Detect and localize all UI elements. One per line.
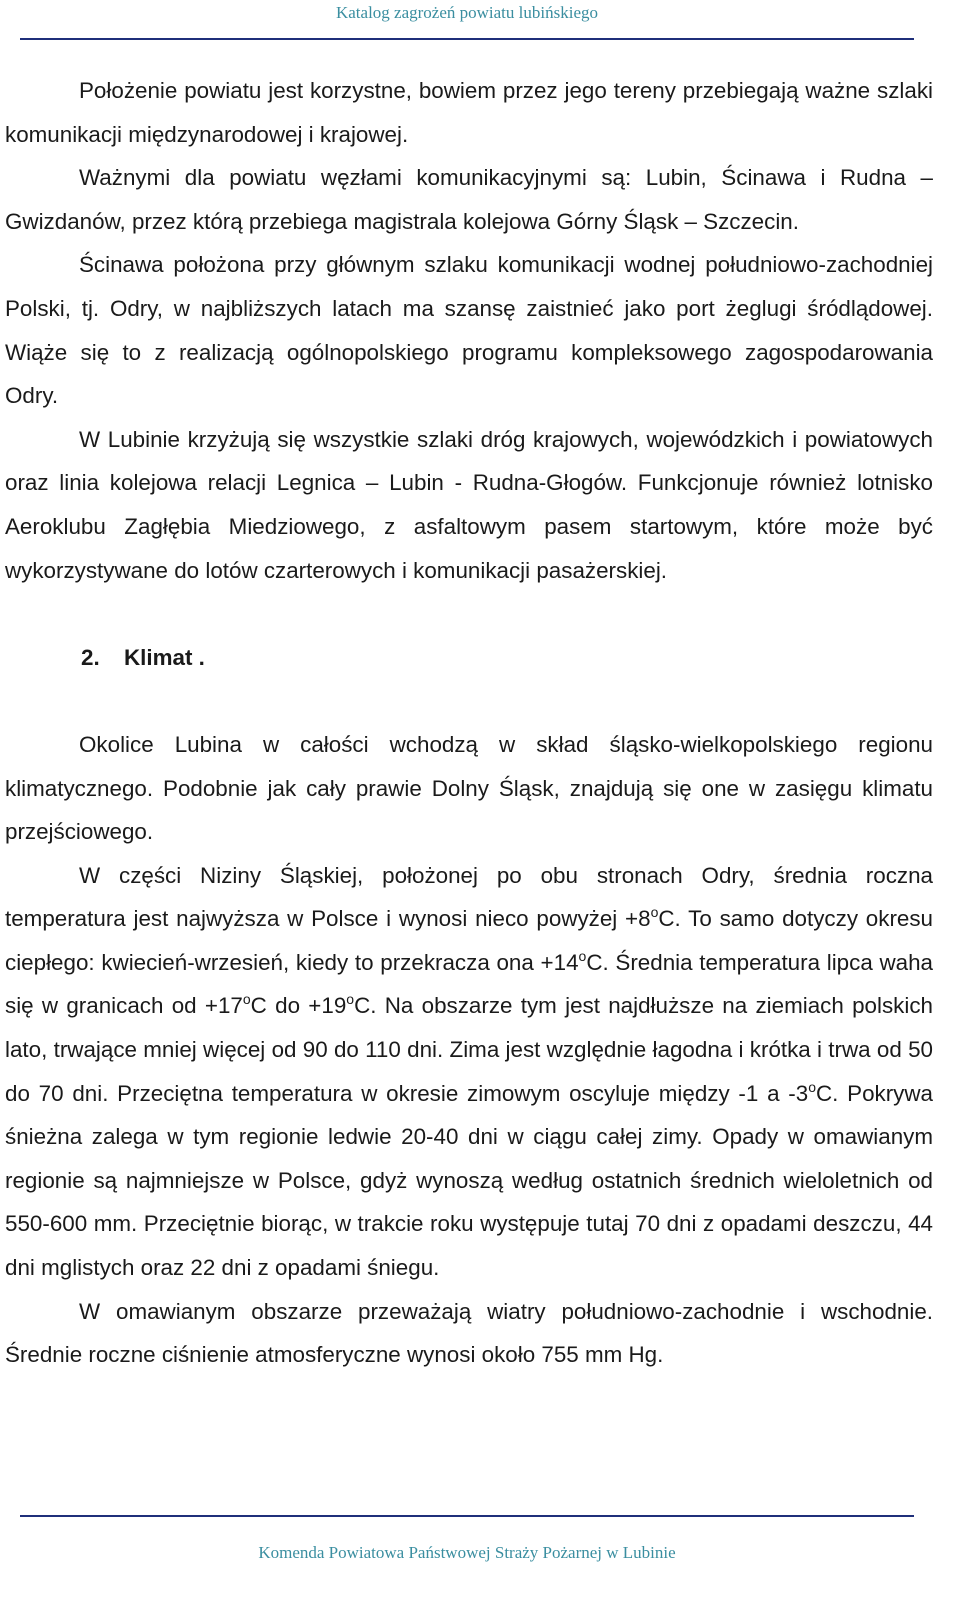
degree-symbol: o	[808, 1078, 816, 1095]
degree-symbol: o	[346, 991, 355, 1008]
header-title: Katalog zagrożeń powiatu lubińskiego	[335, 3, 598, 22]
document-body	[5, 69, 933, 1377]
section-title: Klimat .	[124, 644, 205, 670]
running-footer	[20, 1515, 914, 1563]
running-header	[20, 0, 914, 40]
footer-text: Komenda Powiatowa Państwowej Straży Pożarnej w Lubinie	[258, 1543, 676, 1562]
paragraph-climate-region: Okolice Lubina w całości wchodzą w skład śląsko-wielkopolskiego regionu klimatycznego. Podobnie jak cały prawie Dolny Śląsk, znajdują się one w zasięgu klimatu przejściowego.	[5, 731, 933, 845]
section-number: 2.	[81, 644, 100, 670]
paragraph-location: Położenie powiatu jest korzystne, bowiem przez jego tereny przebiegają ważne szlaki komunikacji międzynarodowej i krajowej.	[5, 78, 933, 147]
section-heading	[5, 636, 933, 680]
degree-symbol: o	[650, 904, 659, 921]
paragraph-climate-wind: W omawianym obszarze przeważają wiatry południowo-zachodnie i wschodnie. Średnie roczne ciśnienie atmosferyczne wynosi około 755 mm Hg.	[5, 1298, 933, 1368]
degree-symbol: o	[242, 991, 251, 1008]
paragraph-lubin-roads: W Lubinie krzyżują się wszystkie szlaki dróg krajowych, wojewódzkich i powiatowych oraz linia kolejowa relacji Legnica – Lubin - Rudna-Głogów. Funkcjonuje również lotnisko Aeroklubu Zagłębia Miedziowego, z asfaltowym pasem startowym, które może być wykorzystywane do lotów czarterowych i komunikacji pasażerskiej.	[5, 426, 933, 583]
paragraph-climate-temperature: W części Niziny Śląskiej, położonej po obu stronach Odry, średnia roczna temperatura jest najwyższa w Polsce i wynosi nieco powyżej $+8^oC$. To samo dotyczy okresu ciepłego: kwiecień-wrzesień, kiedy to przekracza ona $+14^oC$. Średnia temperatura lipca waha się w granicach od $+17^oC$ do $+19^oC$. Na obszarze tym jest najdłuższe na ziemiach polskich lato, trwające mniej więcej od 90 do 110 dni. Zima jest względnie łagodna i krótka i trwa od 50 do 70 dni. Przeciętna temperatura w okresie zimowym oscyluje między -1 a -3$^o$C. Pokrywa śnieżna zalega w tym regionie ledwie 20-40 dni w ciągu całej zimy. Opady w omawianym regionie są najmniejsze w Polsce, gdyż wynoszą według ostatnich średnich wieloletnich od 550-600 mm. Przeciętnie biorąc, w trakcie roku występuje tutaj 70 dni z opadami deszczu, 44 dni mglistych oraz 22 dni z opadami śniegu.	[5, 862, 934, 1281]
paragraph-transport-nodes: Ważnymi dla powiatu węzłami komunikacyjnymi są: Lubin, Ścinawa i Rudna – Gwizdanów, przez którą przebiega magistrala kolejowa Górny Śląsk – Szczecin.	[5, 165, 933, 234]
degree-symbol: o	[578, 947, 587, 964]
paragraph-scinawa-port: Ścinawa położona przy głównym szlaku komunikacji wodnej południowo-zachodniej Polski, tj. Odry, w najbliższych latach ma szansę zaistnieć jako port żeglugi śródlądowej. Wiąże się to z realizacją ogólnopolskiego programu kompleksowego zagospodarowania Odry.	[5, 252, 933, 409]
